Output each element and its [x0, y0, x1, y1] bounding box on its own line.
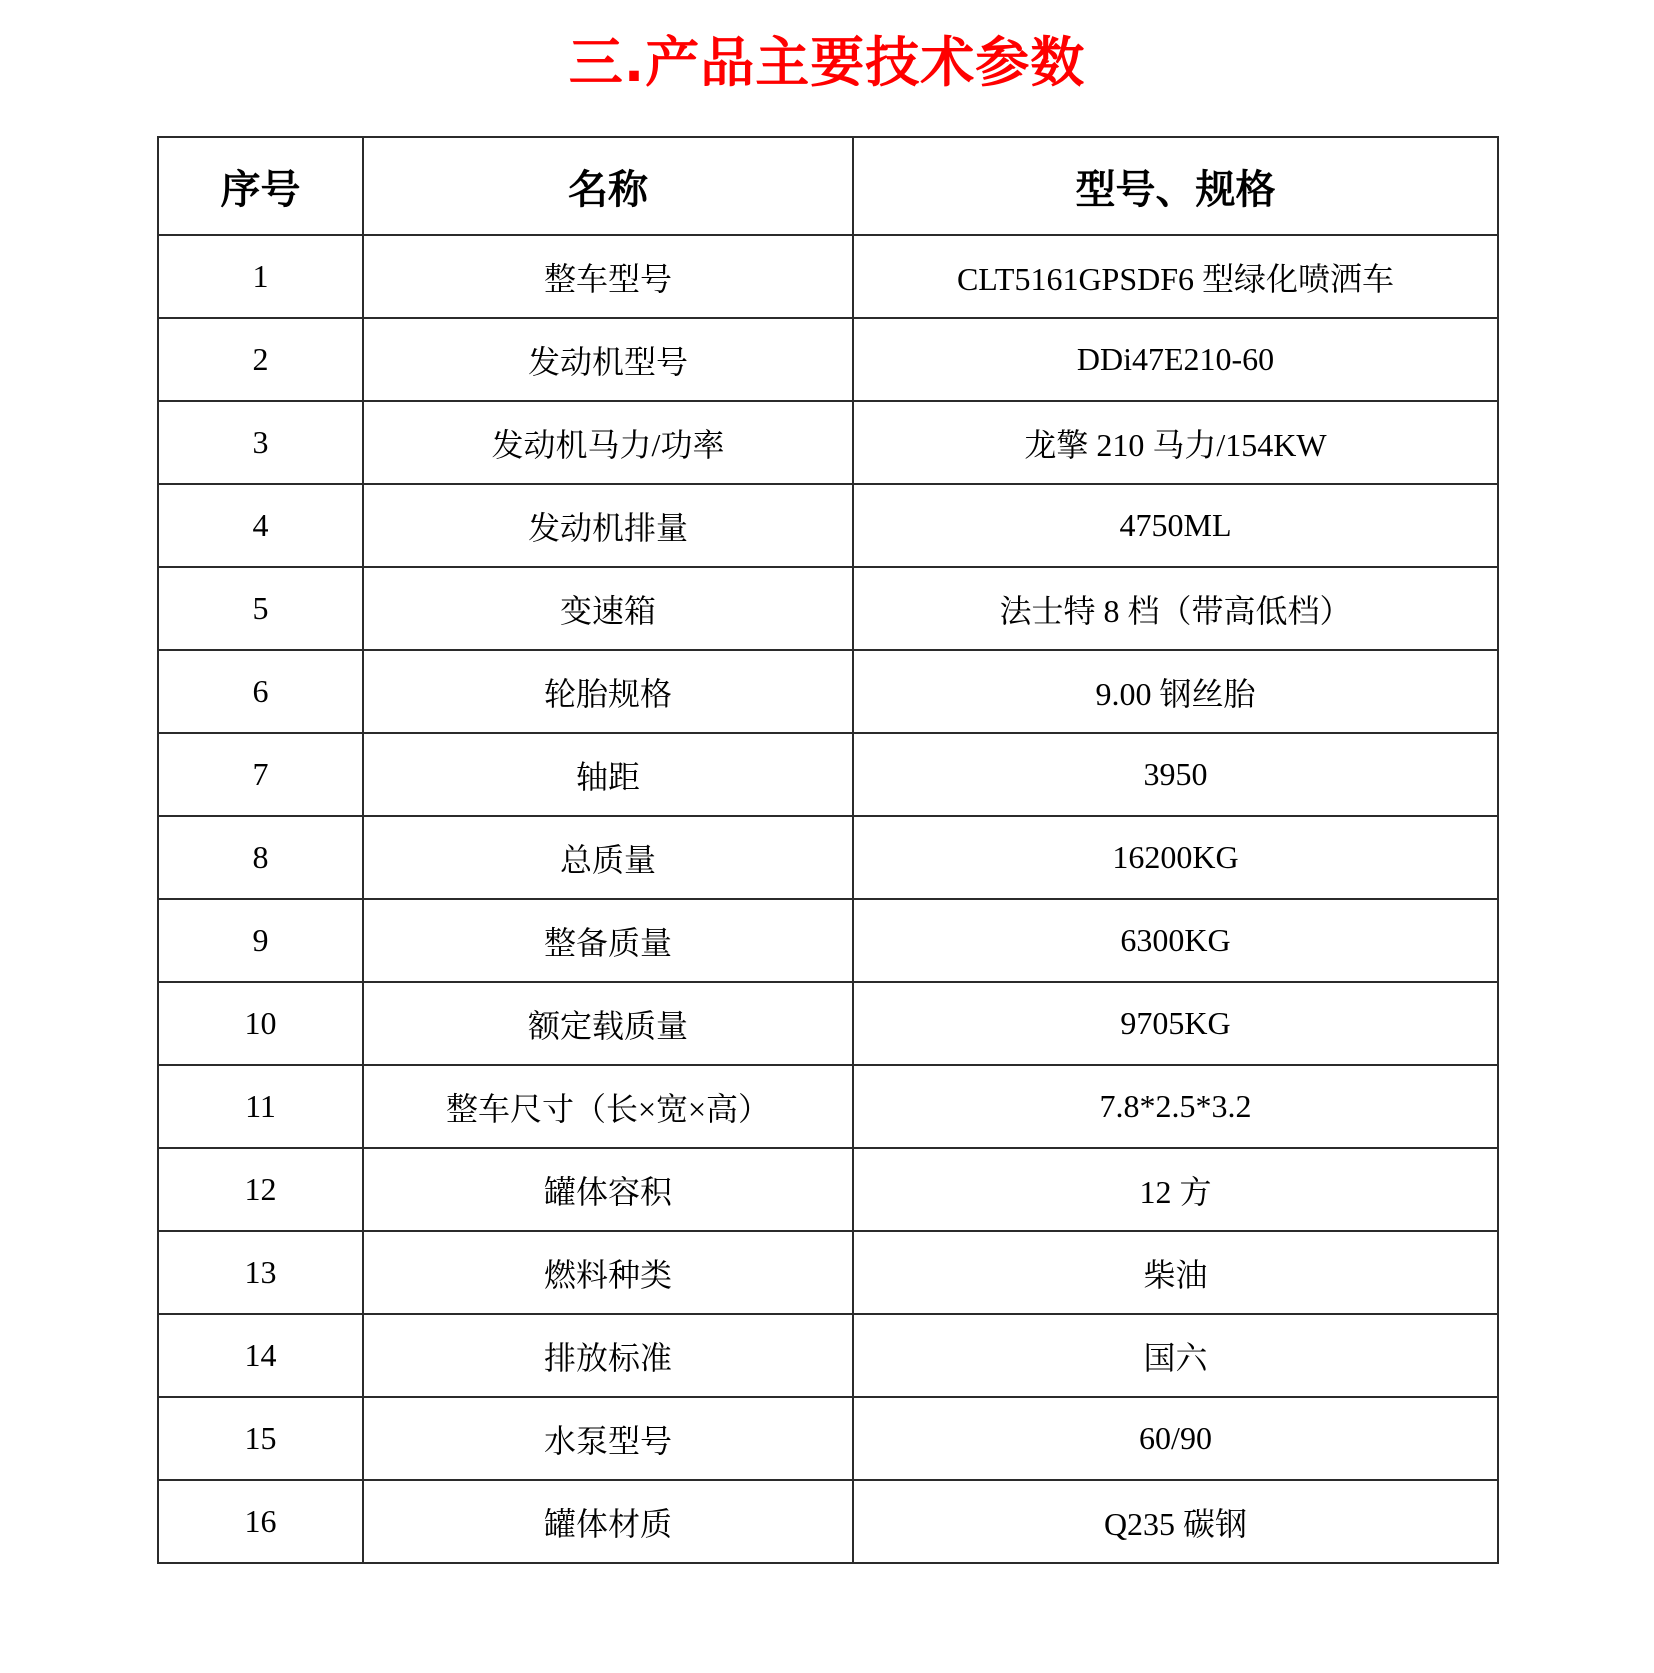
table-row	[158, 1314, 1498, 1397]
column-header-no: 序号	[158, 137, 363, 235]
cell-name: 发动机马力/功率	[363, 401, 853, 484]
cell-spec: DDi47E210-60	[853, 318, 1498, 401]
cell-name: 额定载质量	[363, 982, 853, 1065]
cell-no: 14	[158, 1314, 363, 1397]
cell-no: 6	[158, 650, 363, 733]
cell-name: 水泵型号	[363, 1397, 853, 1480]
cell-no: 2	[158, 318, 363, 401]
cell-spec: 3950	[853, 733, 1498, 816]
cell-name: 整备质量	[363, 899, 853, 982]
cell-spec: 龙擎 210 马力/154KW	[853, 401, 1498, 484]
cell-name: 燃料种类	[363, 1231, 853, 1314]
cell-no: 1	[158, 235, 363, 318]
cell-no: 12	[158, 1148, 363, 1231]
table-row	[158, 816, 1498, 899]
table-body	[158, 235, 1498, 1563]
cell-no: 13	[158, 1231, 363, 1314]
cell-name: 排放标准	[363, 1314, 853, 1397]
table-row	[158, 401, 1498, 484]
cell-spec: 4750ML	[853, 484, 1498, 567]
column-header-spec: 型号、规格	[853, 137, 1498, 235]
cell-no: 3	[158, 401, 363, 484]
cell-name: 整车尺寸（长×宽×高）	[363, 1065, 853, 1148]
cell-name: 发动机型号	[363, 318, 853, 401]
table-row	[158, 567, 1498, 650]
cell-name: 罐体材质	[363, 1480, 853, 1563]
table-row	[158, 733, 1498, 816]
table-row	[158, 235, 1498, 318]
spec-table	[157, 136, 1499, 1564]
table-row	[158, 1480, 1498, 1563]
spec-table-container	[157, 106, 1497, 1564]
cell-spec: 法士特 8 档（带高低档）	[853, 567, 1498, 650]
cell-spec: 6300KG	[853, 899, 1498, 982]
cell-spec: 12 方	[853, 1148, 1498, 1231]
cell-no: 15	[158, 1397, 363, 1480]
cell-spec: Q235 碳钢	[853, 1480, 1498, 1563]
cell-no: 5	[158, 567, 363, 650]
cell-no: 11	[158, 1065, 363, 1148]
table-row	[158, 484, 1498, 567]
cell-no: 16	[158, 1480, 363, 1563]
table-row	[158, 1397, 1498, 1480]
cell-spec: 7.8*2.5*3.2	[853, 1065, 1498, 1148]
cell-name: 整车型号	[363, 235, 853, 318]
table-row	[158, 650, 1498, 733]
cell-name: 罐体容积	[363, 1148, 853, 1231]
cell-name: 发动机排量	[363, 484, 853, 567]
table-row	[158, 1065, 1498, 1148]
page-title: 三.产品主要技术参数	[568, 31, 1086, 94]
cell-spec: 国六	[853, 1314, 1498, 1397]
cell-spec: CLT5161GPSDF6 型绿化喷洒车	[853, 235, 1498, 318]
cell-name: 变速箱	[363, 567, 853, 650]
cell-spec: 16200KG	[853, 816, 1498, 899]
column-header-name: 名称	[363, 137, 853, 235]
table-row	[158, 318, 1498, 401]
cell-no: 8	[158, 816, 363, 899]
table-row	[158, 982, 1498, 1065]
cell-no: 4	[158, 484, 363, 567]
table-row	[158, 1148, 1498, 1231]
table-row	[158, 1231, 1498, 1314]
cell-spec: 60/90	[853, 1397, 1498, 1480]
table-header-row	[158, 137, 1498, 235]
cell-spec: 柴油	[853, 1231, 1498, 1314]
cell-spec: 9705KG	[853, 982, 1498, 1065]
cell-no: 9	[158, 899, 363, 982]
cell-no: 10	[158, 982, 363, 1065]
cell-no: 7	[158, 733, 363, 816]
cell-name: 轮胎规格	[363, 650, 853, 733]
cell-name: 总质量	[363, 816, 853, 899]
cell-name: 轴距	[363, 733, 853, 816]
cell-spec: 9.00 钢丝胎	[853, 650, 1498, 733]
table-header	[158, 137, 1498, 235]
table-row	[158, 899, 1498, 982]
